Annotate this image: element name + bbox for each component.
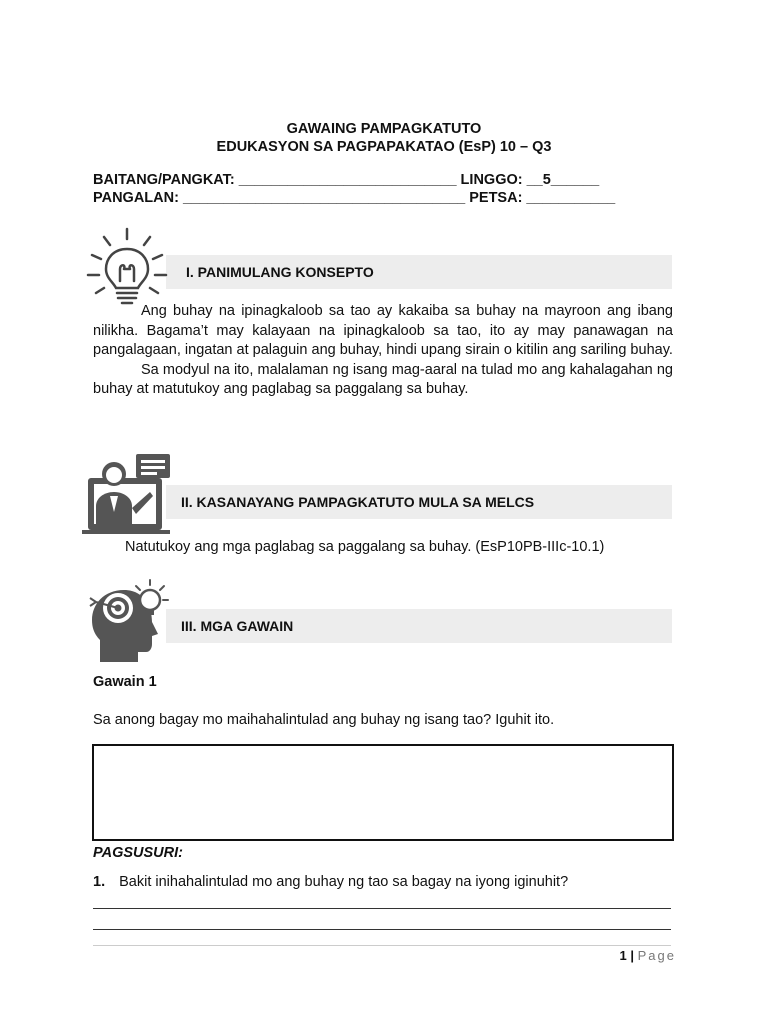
page-footer	[620, 948, 677, 963]
target-head-icon	[84, 576, 172, 664]
question-1-number: 1.	[93, 874, 106, 890]
footer-divider	[93, 945, 671, 946]
answer-line-2[interactable]	[93, 929, 671, 930]
section-title-3: III. MGA GAWAIN	[181, 618, 294, 634]
page-separator: |	[630, 948, 634, 963]
question-1	[93, 874, 568, 890]
gawain-prompt: Sa anong bagay mo maihahalintulad ang buhay ng isang tao? Iguhit ito.	[93, 712, 555, 728]
intro-text	[93, 302, 673, 400]
doc-subtitle: EDUKASYON SA PAGPAPAKATAO (EsP) 10 – Q3	[216, 139, 552, 155]
pagsusuri-label: PAGSUSURI:	[93, 845, 183, 861]
section-bar-2	[166, 485, 672, 519]
question-1-text: Bakit inihahalintulad mo ang buhay ng tao sa bagay na iyong iginuhit?	[119, 874, 569, 890]
lightbulb-icon	[82, 225, 172, 305]
teacher-icon	[80, 452, 172, 536]
page-label: Page	[637, 948, 676, 963]
melc-text: Natutukoy ang mga paglabag sa paggalang sa buhay. (EsP10PB-IIIc-10.1)	[125, 539, 605, 555]
section-bar-1	[166, 255, 672, 289]
section-bar-3	[166, 609, 672, 643]
gawain-title: Gawain 1	[93, 674, 157, 690]
page-number: 1	[619, 948, 627, 963]
name-date-line: PANGALAN: ___________________________________ PETSA: ___________	[93, 190, 616, 206]
answer-line-1[interactable]	[93, 908, 671, 909]
intro-paragraph-2: Sa modyul na ito, malalaman ng isang mag-aaral na tulad mo ang kahalagahan ng buhay at matutukoy ang paglabag sa paggalang sa buhay.	[93, 361, 673, 397]
intro-paragraph-1: Ang buhay na ipinagkaloob sa tao ay kakaiba sa buhay na mayroon ang ibang nilikha. Bagama’t may kalayaan na ipinagkaloob sa tao, ito ay may panawagan na pangalagaan, ingatan at palaguin ang buhay, hindi upang sirain o kitilin ang sariling buhay.	[93, 303, 673, 358]
drawing-box[interactable]	[92, 744, 674, 841]
section-title-2: II. KASANAYANG PAMPAGKATUTO MULA SA MELCS	[181, 494, 535, 510]
doc-title: GAWAING PAMPAGKATUTO	[286, 121, 482, 137]
section-title-1: I. PANIMULANG KONSEPTO	[186, 264, 374, 280]
grade-section-line: BAITANG/PANGKAT: ___________________________ LINGGO: __5______	[93, 172, 600, 188]
